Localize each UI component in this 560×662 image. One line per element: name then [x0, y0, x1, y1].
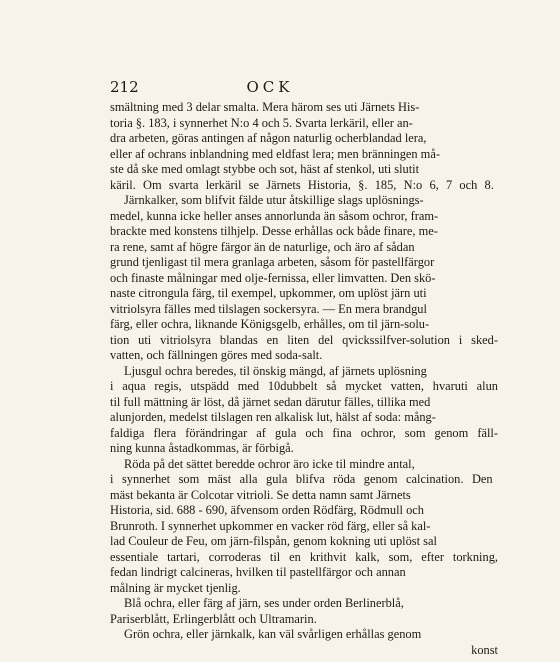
body-text: [110, 100, 498, 658]
text-line: i aqua regis, utspädd med 10dubbelt så mycket vatten, hvaruti alun: [110, 379, 498, 393]
text-line: vitriolsyra fälles med tilslagen sockersyra. — En mera brandgul: [110, 301, 427, 316]
page-number: 212: [110, 78, 139, 96]
text-line: i synnerhet som mäst alla gula blifva röda genom calcination. Den: [110, 472, 493, 486]
text-line: ra rene, samt af högre färgor än de naturlige, och äro af sådan: [110, 239, 415, 254]
text-line: til full mättning är löst, då järnet sedan därutur fälles, tillika med: [110, 394, 431, 409]
running-title: OCK: [246, 78, 294, 96]
catchword: konst: [471, 642, 498, 657]
text-line: lad Couleur de Feu, om järn-filspån, genom kokning uti uplöst sal: [110, 534, 437, 548]
text-line: medel, kunna icke heller anses annorlunda än såsom ochror, fram-: [110, 208, 439, 223]
text-line: käril. Om svarta lerkäril se Järnets Historia, §. 185, N:o 6, 7 och 8.: [110, 177, 494, 192]
text-line: Historia, sid. 688 - 690, äfvensom orden Rödfärg, Rödmull och: [110, 503, 424, 517]
text-line: faldiga flera förändringar af gula och fina ochror, som genom fäll-: [110, 425, 498, 440]
text-line: dra arbeten, göras antingen af någon naturlig ocherblandad lera,: [110, 131, 427, 145]
text-line: fedan lindrigt calcineras, hvilken til pastellfärgor och annan: [110, 565, 406, 579]
text-line: naste citrongula färg, til exempel, upkommer, om uplöst järn uti: [110, 286, 427, 300]
text-line: och finaste målningar med olje-fernissa, eller limvatten. Den skö-: [110, 270, 436, 285]
page-header: [110, 78, 430, 98]
text-line: Ljusgul ochra beredes, til önskig mängd, af järnets uplösning: [124, 363, 427, 378]
text-line: smältning med 3 delar smalta. Mera härom ses uti Järnets His-: [110, 100, 420, 114]
text-line: Brunroth. I synnerhet upkommer en vacker röd färg, eller så kal-: [110, 518, 431, 533]
text-line: toria §. 183, i synnerhet N:o 4 och 5. Svarta lerkäril, eller an-: [110, 115, 413, 130]
text-line: målning är mycket tjenlig.: [110, 580, 241, 595]
text-line: Grön ochra, eller järnkalk, kan väl svårligen erhållas genom: [124, 627, 422, 641]
text-line: grund tjenligast til mera granlaga arbeten, såsom för pastellfärgor: [110, 255, 435, 269]
text-line: alunjorden, medelst tilslagen ren alkalisk lut, hälst af soda: mång-: [110, 410, 436, 424]
text-line: Blå ochra, eller färg af järn, ses under orden Berlinerblå,: [124, 596, 404, 610]
text-line: Röda på det sättet beredde ochror äro icke til mindre antal,: [124, 456, 415, 471]
text-line: färg, eller ochra, liknande Königsgelb, erhålles, om til järn-solu-: [110, 317, 430, 331]
text-line: Pariserblått, Erlingerblått och Ultramarin.: [110, 611, 317, 626]
text-line: brackte med konstens tilhjelp. Desse erhållas ock både finare, me-: [110, 224, 438, 238]
text-line: ning kunna åstadkommas, är förbigå.: [110, 441, 294, 455]
text-line: mäst bekanta är Colcotar vitrioli. Se detta namn samt Järnets: [110, 487, 411, 502]
text-line: tion uti vitriolsyra blandas en liten del qvickssilfver-solution i sked-: [110, 332, 498, 347]
text-line: eller af ochrans inblandning med eldfast lera; men bränningen må-: [110, 146, 440, 161]
text-line: vatten, och fällningen göres med soda-salt.: [110, 348, 323, 362]
text-line: essentiale tartari, corroderas til en krithvit kalk, som, efter torkning,: [110, 549, 498, 564]
text-line: ste då ske med omlagt stybbe och sot, häst af stenkol, uti slutit: [110, 162, 420, 176]
text-line: Järnkalker, som blifvit fälde utur åtskillige slags uplösnings-: [124, 193, 424, 207]
